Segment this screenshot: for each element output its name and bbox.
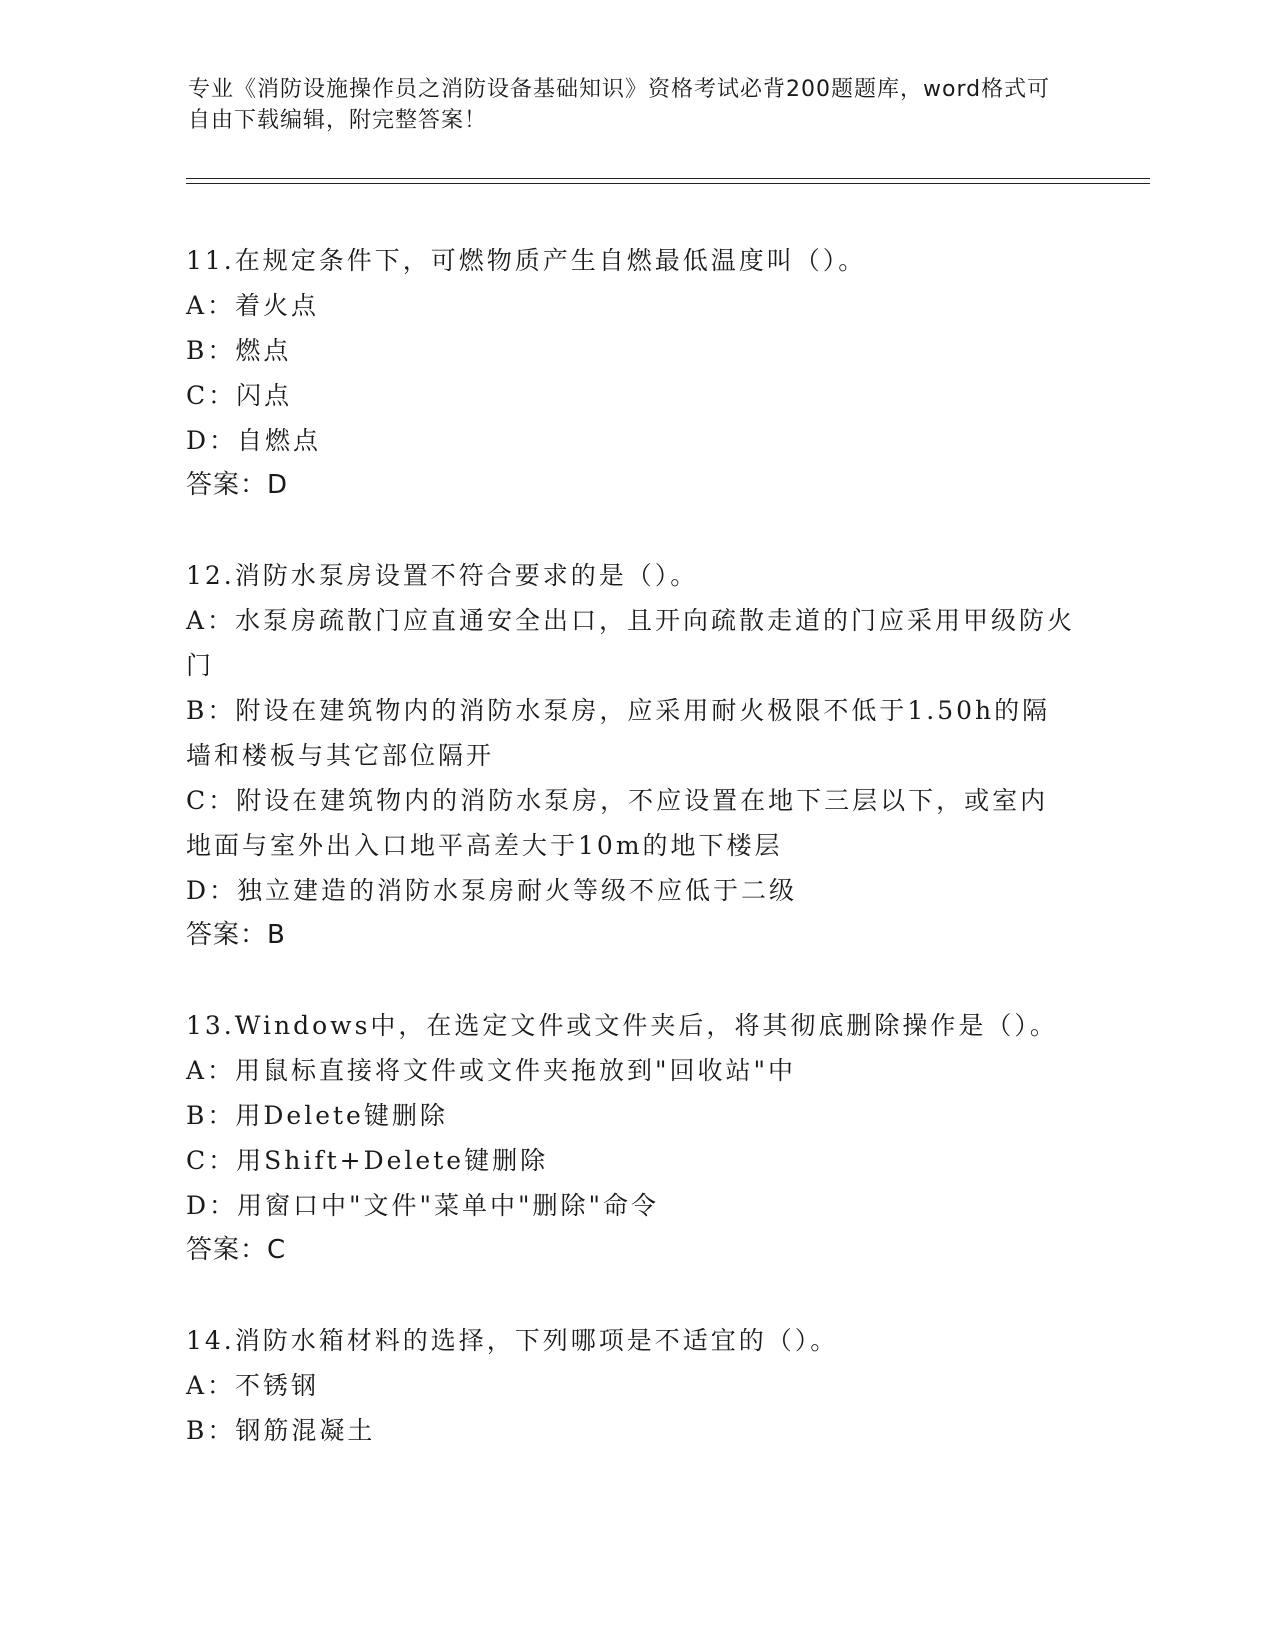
answer-label: 答案：B: [186, 920, 286, 950]
option-a: A：水泵房疏散门应直通安全出口，且开向疏散走道的门应采用甲级防火门: [186, 606, 1076, 680]
option-a: A：用鼠标直接将文件或文件夹拖放到"回收站"中: [186, 1056, 797, 1085]
option-c: C：闪点: [186, 381, 293, 410]
option-d: D：用窗口中"文件"菜单中"删除"命令: [186, 1191, 660, 1220]
answer-label: 答案：D: [186, 470, 289, 500]
option-a: A：不锈钢: [186, 1371, 320, 1400]
header-divider-bottom: [186, 183, 1150, 184]
question-stem: 12.消防水泵房设置不符合要求的是（）。: [186, 561, 699, 590]
question-11: [186, 238, 1076, 508]
option-d: D：独立建造的消防水泵房耐火等级不应低于二级: [186, 876, 798, 905]
option-b: B：用Delete键删除: [186, 1101, 448, 1130]
question-13: [186, 1003, 1076, 1273]
option-d: D：自燃点: [186, 426, 322, 455]
option-c: C：用Shift+Delete键删除: [186, 1146, 549, 1175]
question-stem: 13.Windows中，在选定文件或文件夹后，将其彻底删除操作是（）。: [186, 1011, 1058, 1040]
question-list: [186, 238, 1076, 1498]
option-b: B：燃点: [186, 336, 292, 365]
option-b: B：钢筋混凝土: [186, 1416, 376, 1445]
question-12: [186, 553, 1076, 958]
option-c: C：附设在建筑物内的消防水泵房，不应设置在地下三层以下，或室内地面与室外出入口地平高差大于10m的地下楼层: [186, 786, 1049, 860]
option-b: B：附设在建筑物内的消防水泵房，应采用耐火极限不低于1.50h的隔墙和楼板与其它部位隔开: [186, 696, 1051, 770]
question-stem: 11.在规定条件下，可燃物质产生自燃最低温度叫（）。: [186, 246, 867, 275]
question-14: [186, 1318, 1076, 1453]
header-divider-top: [186, 178, 1150, 179]
answer-label: 答案：C: [186, 1235, 287, 1265]
option-a: A：着火点: [186, 291, 320, 320]
document-intro: 专业《消防设施操作员之消防设备基础知识》资格考试必背200题题库，word格式可自由下载编辑，附完整答案！: [188, 77, 1051, 133]
question-stem: 14.消防水箱材料的选择，下列哪项是不适宜的（）。: [186, 1326, 839, 1355]
